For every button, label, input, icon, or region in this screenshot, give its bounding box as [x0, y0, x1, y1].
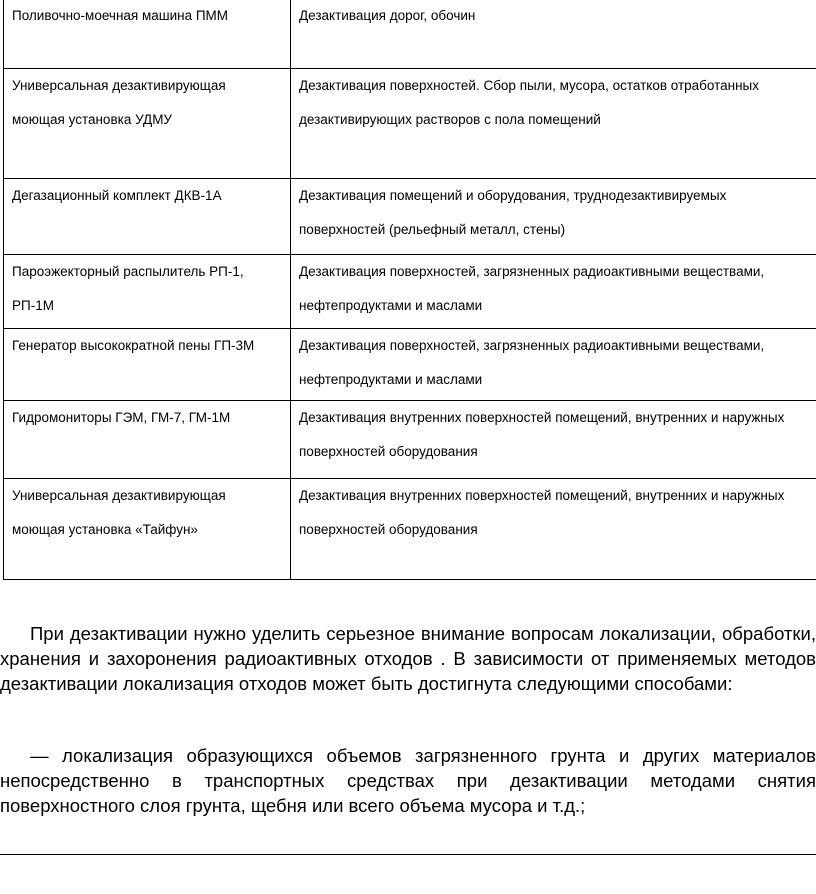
- equipment-name: Универсальная дезактивирующая моющая установка УДМУ: [12, 78, 226, 127]
- table-row: [4, 69, 816, 179]
- equipment-purpose-cell: [291, 401, 816, 479]
- table-row: [4, 329, 816, 401]
- equipment-purpose-cell: [291, 179, 816, 255]
- table-row: [4, 0, 816, 69]
- equipment-name-cell: [4, 329, 291, 401]
- equipment-table: [3, 0, 816, 580]
- equipment-purpose: Дезактивация дорог, обочин: [299, 8, 476, 23]
- equipment-name: Генератор высокократной пены ГП-3М: [12, 338, 255, 353]
- equipment-purpose-cell: [291, 479, 816, 580]
- equipment-name-cell: [4, 179, 291, 255]
- page-divider: [0, 854, 816, 855]
- table-row: [4, 401, 816, 479]
- equipment-name-cell: [4, 0, 291, 69]
- equipment-purpose: Дезактивация поверхностей, загрязненных радиоактивными веществами, нефтепродуктами и маслами: [299, 338, 765, 387]
- equipment-name: Поливочно-моечная машина ПММ: [12, 8, 229, 23]
- equipment-purpose-cell: [291, 69, 816, 179]
- equipment-purpose: Дезактивация помещений и оборудования, труднодезактивируемых поверхностей (рельефный металл, стены): [299, 188, 727, 237]
- equipment-name: Дегазационный комплект ДКВ-1А: [12, 188, 222, 203]
- equipment-name-cell: [4, 69, 291, 179]
- equipment-purpose: Дезактивация внутренних поверхностей помещений, внутренних и наружных поверхностей оборудования: [299, 410, 785, 459]
- list-item: — локализация образующихся объемов загрязненного грунта и других материалов непосредственно в транспортных средствах при дезактивации методами снятия поверхностного слоя грунта, щебня или всего объема мусора и т.д.;: [0, 745, 816, 816]
- equipment-purpose: Дезактивация внутренних поверхностей помещений, внутренних и наружных поверхностей оборудования: [299, 488, 785, 537]
- equipment-purpose-cell: [291, 329, 816, 401]
- equipment-purpose-cell: [291, 0, 816, 69]
- table-row: [4, 255, 816, 329]
- equipment-name-cell: [4, 255, 291, 329]
- equipment-purpose-cell: [291, 255, 816, 329]
- equipment-name-cell: [4, 479, 291, 580]
- equipment-name-cell: [4, 401, 291, 479]
- table-row: [4, 179, 816, 255]
- equipment-name: Универсальная дезактивирующая моющая установка «Тайфун»: [12, 488, 226, 537]
- equipment-purpose: Дезактивация поверхностей. Сбор пыли, мусора, остатков отработанных дезактивирующих растворов с пола помещений: [299, 78, 760, 127]
- body-paragraph: При дезактивации нужно уделить серьезное внимание вопросам локализации, обработки, хранения и захоронения радиоактивных отходов . В зависимости от применяемых методов дезактивации локализация отходов может быть достигнута следующими способами:: [0, 623, 816, 694]
- equipment-purpose: Дезактивация поверхностей, загрязненных радиоактивными веществами, нефтепродуктами и маслами: [299, 264, 765, 313]
- equipment-name: Гидромониторы ГЭМ, ГМ-7, ГМ-1М: [12, 410, 231, 425]
- equipment-name: Пароэжекторный распылитель РП-1, РП-1М: [12, 264, 244, 313]
- table-row: [4, 479, 816, 580]
